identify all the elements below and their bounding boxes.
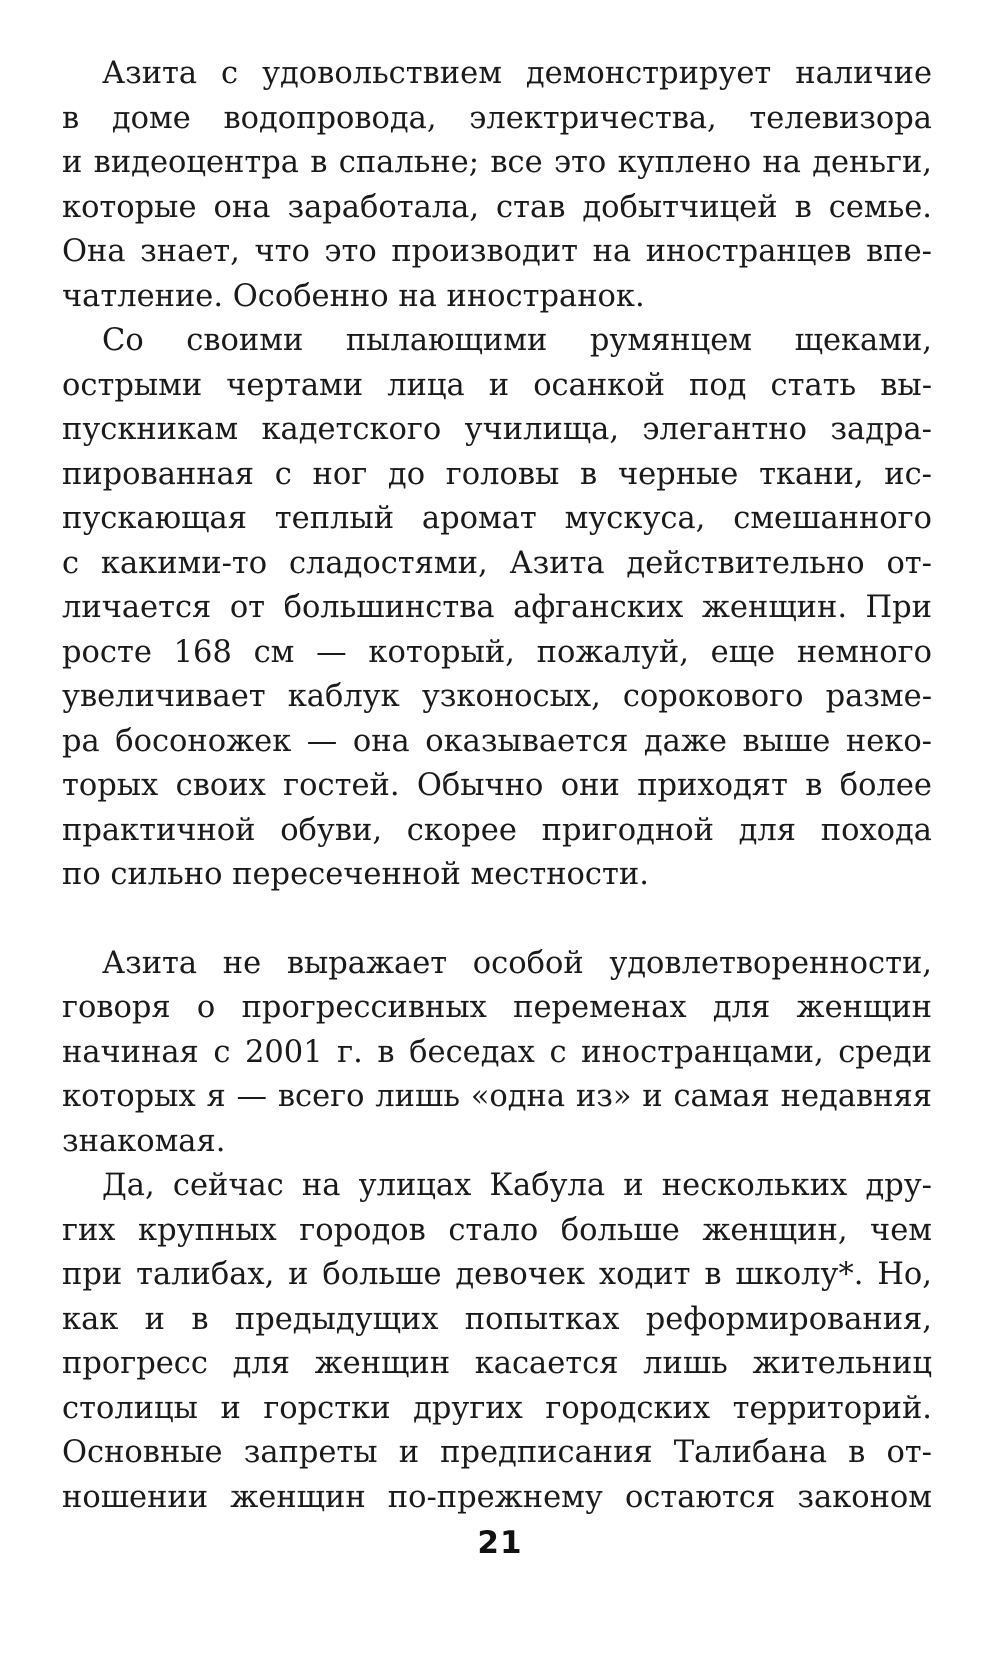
text-line: по сильно пересеченной местности. bbox=[62, 857, 649, 892]
text-line: гих крупных городов стало больше женщин, чем bbox=[62, 1212, 932, 1248]
text-line: Она знает, что это производит на иностранцев впе- bbox=[62, 234, 932, 269]
text-line: которых я — всего лишь «одна из» и самая недавняя bbox=[62, 1079, 932, 1114]
text-line: Азита с удовольствием демонстрирует наличие bbox=[102, 56, 932, 91]
text-line: говоря о прогрессивных переменах для женщин bbox=[62, 990, 932, 1025]
section-break bbox=[62, 898, 932, 942]
text-line: при талибах, и больше девочек ходит в школу*. Но, bbox=[62, 1257, 932, 1292]
text-line: Да, сейчас на улицах Кабула и нескольких дру- bbox=[102, 1168, 932, 1203]
text-line: прогресс для женщин касается лишь жительниц bbox=[62, 1346, 932, 1381]
paragraph-1 bbox=[62, 52, 932, 319]
book-page-text bbox=[62, 52, 932, 1520]
text-line: в доме водопровода, электричества, телевизора bbox=[62, 100, 932, 136]
text-line: как и в предыдущих попытках реформирования, bbox=[62, 1301, 932, 1337]
text-line: увеличивает каблук узконосых, сорокового разме- bbox=[62, 679, 932, 714]
text-line: личается от большинства афганских женщин. При bbox=[62, 590, 932, 625]
text-line: начиная с 2001 г. в беседах с иностранцами, среди bbox=[62, 1034, 932, 1070]
text-line: пускникам кадетского училища, элегантно задра- bbox=[62, 412, 932, 447]
paragraph-4 bbox=[62, 1164, 932, 1520]
text-line: столицы и горстки других городских территорий. bbox=[62, 1390, 932, 1426]
text-line: Со своими пылающими румянцем щеками, bbox=[102, 323, 932, 358]
text-line: которые она заработала, став добытчицей в семье. bbox=[62, 189, 932, 225]
text-line: Азита не выражает особой удовлетворенности, bbox=[102, 945, 932, 981]
paragraph-3 bbox=[62, 942, 932, 1165]
text-line: ра босоножек — она оказывается даже выше неко- bbox=[62, 723, 932, 759]
text-line: практичной обуви, скорее пригодной для похода bbox=[62, 812, 932, 848]
text-line: росте 168 см — который, пожалуй, еще немного bbox=[62, 634, 932, 670]
text-line: пированная с ног до головы в черные ткани, ис- bbox=[62, 456, 932, 492]
text-line: и видеоцентра в спальне; все это куплено на деньги, bbox=[62, 145, 932, 180]
text-line: Основные запреты и предписания Талибана в от- bbox=[62, 1435, 932, 1470]
paragraph-2 bbox=[62, 319, 932, 898]
text-line: с какими-то сладостями, Азита действительно от- bbox=[62, 545, 932, 581]
page-number: 21 bbox=[477, 1525, 523, 1561]
text-line: торых своих гостей. Обычно они приходят в более bbox=[62, 768, 932, 803]
text-line: пускающая теплый аромат мускуса, смешанного bbox=[62, 501, 932, 536]
text-line: знакомая. bbox=[62, 1123, 226, 1159]
text-line: ношении женщин по-прежнему остаются законом bbox=[62, 1479, 932, 1515]
text-line: острыми чертами лица и осанкой под стать вы- bbox=[62, 367, 932, 403]
text-line: чатление. Особенно на иностранок. bbox=[62, 278, 645, 314]
